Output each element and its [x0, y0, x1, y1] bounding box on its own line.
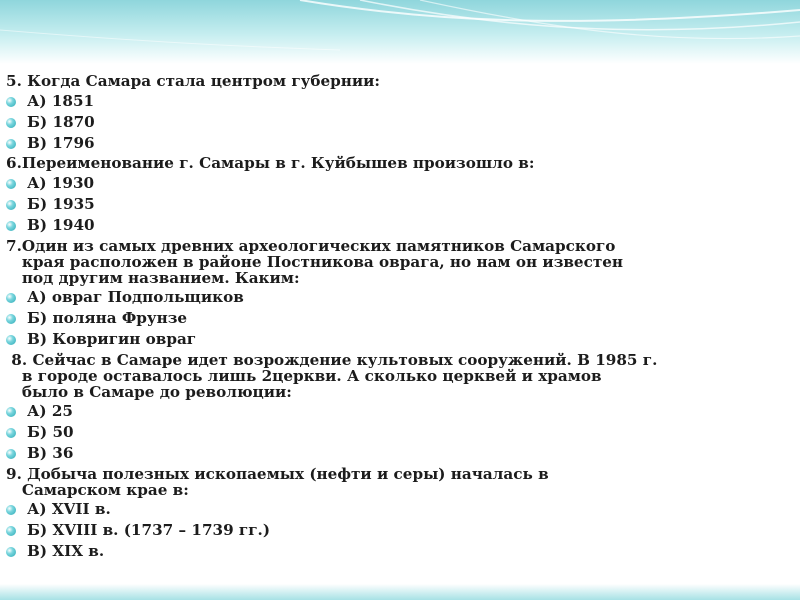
bullet-icon	[6, 200, 16, 210]
header-decoration	[0, 0, 800, 64]
bullet-icon	[6, 118, 16, 128]
bullet-icon	[6, 505, 16, 515]
option-9c: В) XIX в.	[6, 541, 786, 562]
option-6c: В) 1940	[6, 215, 786, 236]
option-9a: А) XVII в.	[6, 499, 786, 520]
question-6: 6.Переименование г. Самары в г. Куйбышев произошло в:	[6, 154, 535, 172]
option-6a: А) 1930	[6, 173, 786, 194]
option-8a: А) 25	[6, 401, 786, 422]
bullet-icon	[6, 139, 16, 149]
option-5a: А) 1851	[6, 91, 786, 112]
option-9b: Б) XVIII в. (1737 – 1739 гг.)	[6, 520, 786, 541]
option-7c: В) Ковригин овраг	[6, 329, 786, 350]
bullet-icon	[6, 314, 16, 324]
footer-decoration	[0, 584, 800, 600]
bullet-icon	[6, 221, 16, 231]
option-5c: В) 1796	[6, 133, 786, 154]
bullet-icon	[6, 526, 16, 536]
wave-decoration	[0, 0, 800, 64]
question-8: 8. Сейчас в Самаре идет возрождение культовых сооружений. В 1985 г. в городе оставалось лишь 2церкви. А сколько церквей и храмов было в Самаре до революции:	[11, 351, 658, 401]
option-6b: Б) 1935	[6, 194, 786, 215]
bullet-icon	[6, 293, 16, 303]
bullet-icon	[6, 97, 16, 107]
bullet-icon	[6, 547, 16, 557]
option-5b: Б) 1870	[6, 112, 786, 133]
bullet-icon	[6, 449, 16, 459]
bullet-icon	[6, 179, 16, 189]
bullet-icon	[6, 428, 16, 438]
option-7b: Б) поляна Фрунзе	[6, 308, 786, 329]
question-9: 9. Добыча полезных ископаемых (нефти и серы) началась в Самарском крае в:	[6, 465, 549, 499]
bullet-icon	[6, 335, 16, 345]
option-8c: В) 36	[6, 443, 786, 464]
option-7a: А) овраг Подпольщиков	[6, 287, 786, 308]
option-8b: Б) 50	[6, 422, 786, 443]
question-7: 7.Один из самых древних археологических памятников Самарского края расположен в районе Постникова оврага, но нам он известен под другим названием. Каким:	[6, 237, 624, 287]
quiz-content	[6, 72, 786, 562]
bullet-icon	[6, 407, 16, 417]
question-5: 5. Когда Самара стала центром губернии:	[6, 72, 381, 90]
